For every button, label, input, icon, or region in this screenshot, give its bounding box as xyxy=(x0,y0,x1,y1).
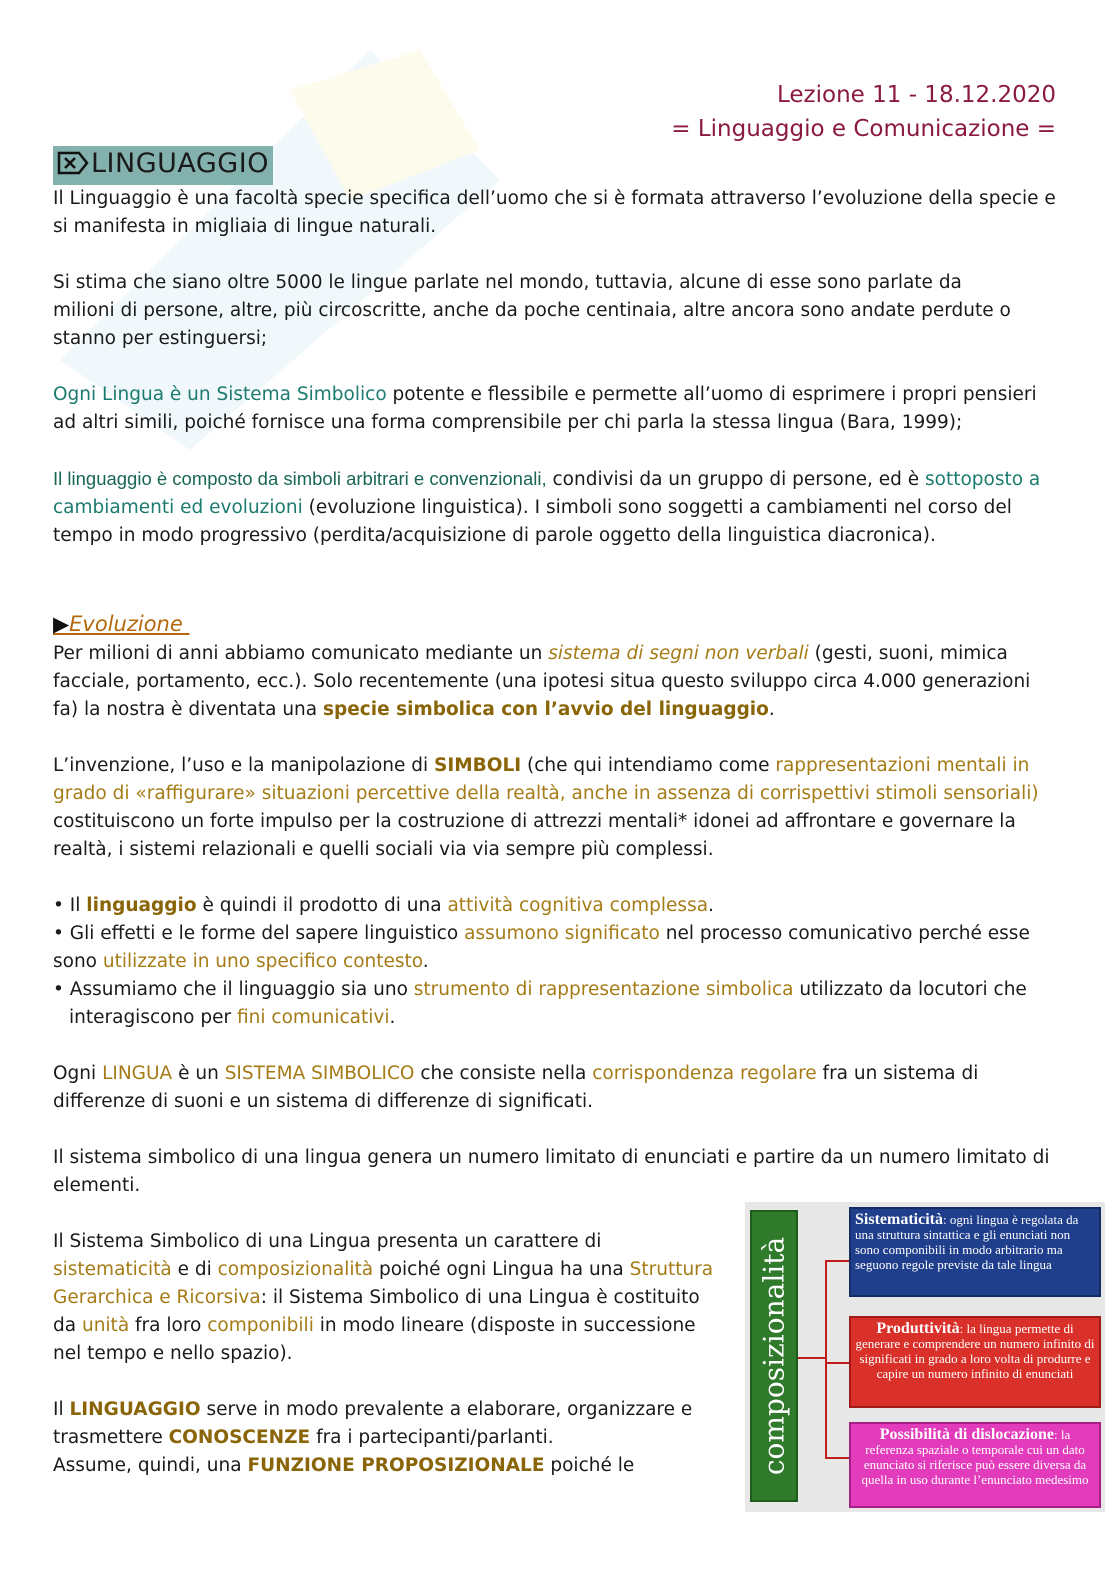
highlight: unità xyxy=(81,1315,130,1336)
text: serve in modo prevalente a elaborare, organizzare e trasmettere xyxy=(53,1399,693,1448)
diagram-box-dislocazione xyxy=(849,1422,1101,1508)
box-title: Possibilità di dislocazione xyxy=(879,1426,1054,1443)
text: Assume, quindi, una xyxy=(53,1455,248,1476)
text: è un xyxy=(172,1063,225,1084)
highlight: fini comunicativi xyxy=(237,1007,390,1028)
highlight: FUNZIONE PROPOSIZIONALE xyxy=(247,1455,545,1476)
text: condivisi da un gruppo di persone, ed è xyxy=(546,469,925,490)
highlight: sottoposto a cambiamenti ed evoluzioni xyxy=(53,469,1041,518)
highlight: specie simbolica con l’avvio del linguaggio xyxy=(323,699,769,720)
text: è quindi il prodotto di una xyxy=(196,895,448,916)
paragraph-lingua xyxy=(53,1060,1058,1116)
box-text: : la lingua permette di generare e comprendere un numero infinito di significati in grado a loro volta di produrre e capire un numero infinito di enunciati xyxy=(855,1321,1095,1381)
subsection-title-text: Evoluzione xyxy=(69,612,183,636)
text: (evoluzione linguistica). I simboli sono soggetti a cambiamenti nel corso del tempo in modo progressivo (perdita/acquisizione di parole oggetto della linguistica diacronica). xyxy=(53,497,1012,546)
highlight: corrispondenza regolare xyxy=(592,1063,817,1084)
composizionalita-diagram xyxy=(745,1202,1105,1512)
text: fra loro xyxy=(129,1315,208,1336)
text: Per milioni di anni abbiamo comunicato mediante un xyxy=(53,643,549,664)
text: . xyxy=(768,699,775,720)
list-item: • Il linguaggio è quindi il prodotto di una attività cognitiva complessa. xyxy=(53,895,714,916)
text: Ogni xyxy=(53,1063,103,1084)
highlight: rappresentazioni mentali in grado di «raffigurare» situazioni percettive della realtà, anche in assenza di corrispettivi stimoli sensoriali) xyxy=(53,755,1039,804)
list-item: • Assumiamo che il linguaggio sia uno strumento di rappresentazione simbolica utilizzato da locutori che interagiscono per fini comunicativi. xyxy=(53,979,1027,1028)
paragraph-languages xyxy=(53,269,1058,353)
text: . xyxy=(708,895,714,916)
highlight: utilizzate in uno specifico contesto xyxy=(102,951,423,972)
lesson-header xyxy=(671,78,1056,146)
highlight: CONOSCENZE xyxy=(168,1427,311,1448)
text: : il Sistema Simbolico di una Lingua è costituito da xyxy=(53,1287,700,1336)
highlight: sistema di segni non verbali xyxy=(548,643,809,664)
text: poiché le xyxy=(544,1455,635,1476)
paragraph-structure xyxy=(53,1228,718,1368)
text: (gesti, suoni, mimica facciale, portamento, ecc.). Solo recentemente (una ipotesi situa questo sviluppo circa 4.000 generazioni fa) la nostra è diventata una xyxy=(53,643,1031,720)
lesson-number: Lezione 11 - 18.12.2020 xyxy=(776,82,1056,108)
connector-line xyxy=(825,1457,849,1459)
diagram-box-sistematicita xyxy=(849,1207,1101,1297)
text: Il xyxy=(53,1399,70,1420)
bullet-list xyxy=(53,892,1058,1032)
highlight: composizionalità xyxy=(217,1259,374,1280)
section-title xyxy=(53,146,273,185)
text: nel processo comunicativo perché esse sono xyxy=(53,923,1030,972)
lesson-topic: = Linguaggio e Comunicazione = xyxy=(671,116,1056,142)
highlight: attività cognitiva complessa xyxy=(447,895,709,916)
paragraph-generation: Il sistema simbolico di una lingua genera un numero limitato di enunciati e partire da un numero limitato di elementi. xyxy=(53,1147,1050,1196)
triangle-right-icon: ▶ xyxy=(53,612,70,636)
text: Il Sistema Simbolico di una Lingua presenta un carattere di xyxy=(53,1231,602,1252)
connector-line xyxy=(825,1362,849,1364)
highlight: componibili xyxy=(207,1315,314,1336)
highlight: LINGUA xyxy=(102,1063,173,1084)
text: in modo lineare (disposte in successione nel tempo e nello spazio). xyxy=(53,1315,696,1364)
highlight: strumento di rappresentazione simbolica xyxy=(413,979,794,1000)
paragraph-symbolic-system xyxy=(53,381,1058,437)
text: Gli effetti e le forme del sapere linguistico xyxy=(69,923,465,944)
text: poiché ogni Lingua ha una xyxy=(373,1259,630,1280)
connector-line xyxy=(798,1357,826,1359)
list-item: • Gli effetti e le forme del sapere linguistico assumono significato nel processo comunicativo perché esse sono utilizzate in uno specifico contesto. xyxy=(53,923,1030,972)
paragraph-intro: Il Linguaggio è una facoltà specie specifica dell’uomo che si è formata attraverso l’evoluzione della specie e si manifesta in migliaia di lingue naturali. xyxy=(53,188,1056,237)
paragraph-function xyxy=(53,1396,718,1480)
highlight: assumono significato xyxy=(464,923,660,944)
subsection-evoluzione xyxy=(53,610,1058,640)
text: Assumiamo che il linguaggio sia uno xyxy=(69,979,414,1000)
text: Il xyxy=(69,895,87,916)
box-title: Sistematicità xyxy=(855,1211,943,1228)
highlight: Ogni Lingua è un Sistema Simbolico xyxy=(53,384,387,405)
text: utilizzato da locutori che interagiscono per xyxy=(69,979,1027,1028)
diagram-main-label: composizionalità xyxy=(757,1236,791,1476)
text: che consiste nella xyxy=(414,1063,593,1084)
highlight: sistematicità xyxy=(53,1259,172,1280)
text: (che qui intendiamo come xyxy=(521,755,776,776)
highlight: SISTEMA SIMBOLICO xyxy=(224,1063,415,1084)
subsection-title xyxy=(53,612,189,636)
highlight: linguaggio xyxy=(86,895,197,916)
highlight: Il linguaggio è composto da simboli arbitrari e convenzionali, xyxy=(53,468,547,489)
text: . xyxy=(422,951,429,972)
text: L’invenzione, l’uso e la manipolazione di xyxy=(53,755,435,776)
text: . xyxy=(389,1007,396,1028)
box-text: : ogni lingua è regolata da una struttura sintattica e gli enunciati non sono componibili in modo arbitrario ma seguono regole previste da tale lingua xyxy=(855,1212,1079,1272)
text: fra i partecipanti/parlanti. xyxy=(310,1427,554,1448)
diagram-main-box xyxy=(750,1210,798,1502)
paragraph-arbitrary-symbols xyxy=(53,465,1058,550)
text: fra un sistema di differenze di suoni e un sistema di differenze di significati. xyxy=(53,1063,979,1112)
text: e di xyxy=(171,1259,218,1280)
text: Si stima che siano oltre 5000 le lingue parlate nel mondo, tuttavia, alcune di esse sono parlate da xyxy=(53,272,962,293)
paragraph-evolution xyxy=(53,640,1058,724)
section-title-text: LINGUAGGIO xyxy=(91,148,269,179)
paragraph-symbols xyxy=(53,752,1058,864)
box-text: : la referenza spaziale o temporale cui un dato enunciato si riferisce può essere diversa da quella in uso durante l’enunciato medesimo xyxy=(861,1427,1089,1487)
text: milioni di persone, altre, più circoscritte, anche da poche centinaia, altre ancora sono andate perdute o stanno per estinguersi; xyxy=(53,300,1011,349)
checkbox-x-icon xyxy=(57,149,89,185)
text: costituiscono un forte impulso per la costruzione di attrezzi mentali* idonei ad affrontare e governare la realtà, i sistemi relazionali e quelli sociali via via sempre più complessi. xyxy=(53,811,1016,860)
highlight: LINGUAGGIO xyxy=(69,1399,201,1420)
connector-line xyxy=(825,1260,849,1262)
highlight: Struttura Gerarchica e Ricorsiva xyxy=(53,1259,714,1308)
connector-line xyxy=(825,1260,827,1458)
highlight: SIMBOLI xyxy=(434,755,522,776)
box-title: Produttività xyxy=(876,1320,960,1337)
text: potente e flessibile e permette all’uomo di esprimere i propri pensieri ad altri simili, poiché fornisce una forma comprensibile per chi parla la stessa lingua (Bara, 1999); xyxy=(53,384,1037,433)
diagram-box-produttivita xyxy=(849,1316,1101,1408)
